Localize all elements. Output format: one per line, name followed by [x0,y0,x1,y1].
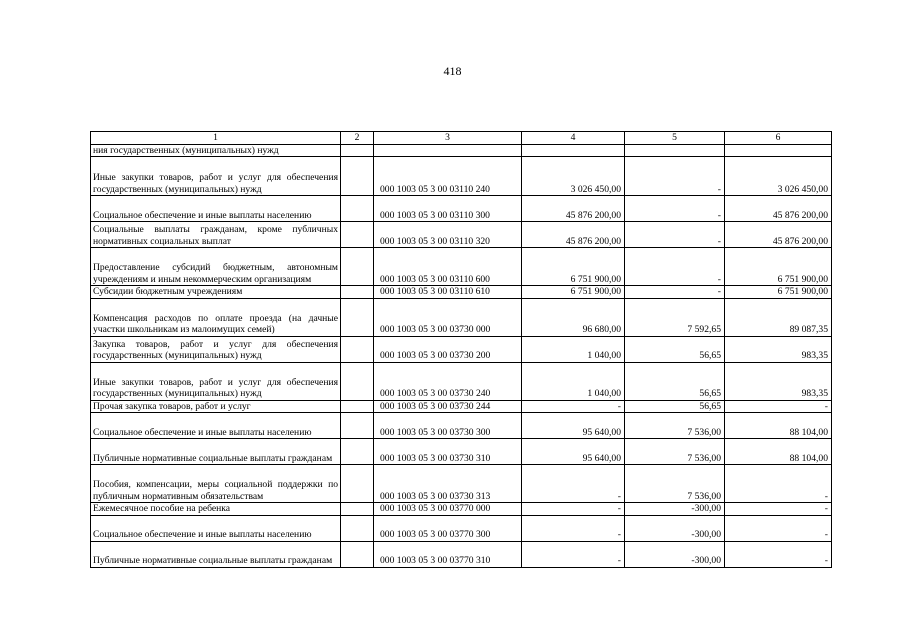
value-col4-cell: 45 876 200,00 [522,222,625,248]
value-col5-cell: - [625,286,725,299]
value-col4-cell: - [522,465,625,503]
value-col5-cell: -300,00 [625,515,725,541]
table-row [91,515,832,541]
budget-code-cell: 000 1003 05 3 00 03110 300 [374,196,522,222]
col2-cell [341,465,374,503]
value-col6-cell: - [725,503,832,516]
value-col5-cell: -300,00 [625,503,725,516]
value-col6-cell: 983,35 [725,362,832,400]
table-row [91,248,832,286]
budget-code-cell: 000 1003 05 3 00 03110 600 [374,248,522,286]
value-col6-cell: 45 876 200,00 [725,222,832,248]
col2-cell [341,515,374,541]
row-name-cell: Социальное обеспечение и иные выплаты населению [91,413,341,439]
value-col5-cell: 7 536,00 [625,465,725,503]
budget-code-cell: 000 1003 05 3 00 03730 200 [374,336,522,362]
row-name-cell: Предоставление субсидий бюджетным, автономным учреждениям и иным некоммерческим организациям [91,248,341,286]
budget-code-cell: 000 1003 05 3 00 03730 244 [374,400,522,413]
budget-code-cell: 000 1003 05 3 00 03730 300 [374,413,522,439]
value-col4-cell: 96 680,00 [522,298,625,336]
table-row [91,503,832,516]
budget-code-cell: 000 1003 05 3 00 03110 320 [374,222,522,248]
row-name-cell: Прочая закупка товаров, работ и услуг [91,400,341,413]
value-col5-cell: 7 536,00 [625,413,725,439]
column-header: 2 [341,132,374,145]
column-header: 6 [725,132,832,145]
budget-code-cell: 000 1003 05 3 00 03110 240 [374,157,522,196]
value-col4-cell: - [522,515,625,541]
budget-code-cell: 000 1003 05 3 00 03770 000 [374,503,522,516]
col2-cell [341,157,374,196]
row-name-cell: Иные закупки товаров, работ и услуг для обеспечения государственных (муниципальных) нужд [91,362,341,400]
page-number: 418 [443,64,462,78]
value-col4-cell: 3 026 450,00 [522,157,625,196]
table-row [91,286,832,299]
table-row [91,400,832,413]
value-col6-cell: 88 104,00 [725,413,832,439]
col2-cell [341,298,374,336]
value-col6-cell: - [725,400,832,413]
column-header: 1 [91,132,341,145]
col2-cell [341,439,374,465]
table-row [91,298,832,336]
col2-cell [341,144,374,157]
value-col6-cell: 3 026 450,00 [725,157,832,196]
budget-code-cell: 000 1003 05 3 00 03110 610 [374,286,522,299]
value-col5-cell: 56,65 [625,336,725,362]
row-name-cell: Закупка товаров, работ и услуг для обеспечения государственных (муниципальных) нужд [91,336,341,362]
budget-table [90,131,832,568]
col2-cell [341,400,374,413]
row-name-cell: Пособия, компенсации, меры социальной поддержки по публичным нормативным обязательствам [91,465,341,503]
value-col6-cell: 6 751 900,00 [725,286,832,299]
value-col6-cell: 88 104,00 [725,439,832,465]
value-col6-cell [725,144,832,157]
row-name-cell: Компенсация расходов по оплате проезда (на дачные участки школьникам из малоимущих семей) [91,298,341,336]
budget-code-cell: 000 1003 05 3 00 03730 240 [374,362,522,400]
table-row [91,413,832,439]
col2-cell [341,196,374,222]
value-col6-cell: - [725,465,832,503]
value-col4-cell: 1 040,00 [522,362,625,400]
value-col5-cell: -300,00 [625,541,725,567]
value-col5-cell: - [625,248,725,286]
col2-cell [341,413,374,439]
value-col5-cell: - [625,196,725,222]
value-col4-cell: 6 751 900,00 [522,248,625,286]
budget-code-cell: 000 1003 05 3 00 03730 313 [374,465,522,503]
col2-cell [341,503,374,516]
column-header: 4 [522,132,625,145]
table-row [91,144,832,157]
value-col6-cell: 89 087,35 [725,298,832,336]
row-name-cell: Социальное обеспечение и иные выплаты населению [91,196,341,222]
budget-code-cell: 000 1003 05 3 00 03730 310 [374,439,522,465]
col2-cell [341,541,374,567]
table-row [91,362,832,400]
value-col4-cell: - [522,503,625,516]
value-col5-cell: 56,65 [625,400,725,413]
value-col5-cell: 7 592,65 [625,298,725,336]
row-name-cell: ния государственных (муниципальных) нужд [91,144,341,157]
row-name-cell: Иные закупки товаров, работ и услуг для обеспечения государственных (муниципальных) нужд [91,157,341,196]
col2-cell [341,286,374,299]
value-col6-cell: 983,35 [725,336,832,362]
table-row [91,541,832,567]
row-name-cell: Ежемесячное пособие на ребенка [91,503,341,516]
table-row [91,439,832,465]
col2-cell [341,248,374,286]
value-col4-cell: 6 751 900,00 [522,286,625,299]
column-header: 3 [374,132,522,145]
table-row [91,196,832,222]
table-row [91,157,832,196]
value-col4-cell: - [522,541,625,567]
col2-cell [341,222,374,248]
value-col5-cell [625,144,725,157]
value-col5-cell: 7 536,00 [625,439,725,465]
row-name-cell: Социальные выплаты гражданам, кроме публичных нормативных социальных выплат [91,222,341,248]
row-name-cell: Социальное обеспечение и иные выплаты населению [91,515,341,541]
value-col6-cell: 6 751 900,00 [725,248,832,286]
value-col4-cell: 95 640,00 [522,413,625,439]
header-row [91,132,832,145]
value-col5-cell: - [625,157,725,196]
column-header: 5 [625,132,725,145]
table-row [91,222,832,248]
value-col6-cell: - [725,541,832,567]
value-col4-cell: 95 640,00 [522,439,625,465]
row-name-cell: Публичные нормативные социальные выплаты гражданам [91,541,341,567]
value-col6-cell: 45 876 200,00 [725,196,832,222]
value-col5-cell: 56,65 [625,362,725,400]
value-col4-cell: 45 876 200,00 [522,196,625,222]
row-name-cell: Субсидии бюджетным учреждениям [91,286,341,299]
col2-cell [341,362,374,400]
value-col5-cell: - [625,222,725,248]
value-col6-cell: - [725,515,832,541]
table-row [91,465,832,503]
value-col4-cell: 1 040,00 [522,336,625,362]
value-col4-cell: - [522,400,625,413]
col2-cell [341,336,374,362]
table-row [91,336,832,362]
row-name-cell: Публичные нормативные социальные выплаты гражданам [91,439,341,465]
value-col4-cell [522,144,625,157]
budget-code-cell: 000 1003 05 3 00 03730 000 [374,298,522,336]
budget-code-cell: 000 1003 05 3 00 03770 310 [374,541,522,567]
budget-code-cell [374,144,522,157]
budget-code-cell: 000 1003 05 3 00 03770 300 [374,515,522,541]
